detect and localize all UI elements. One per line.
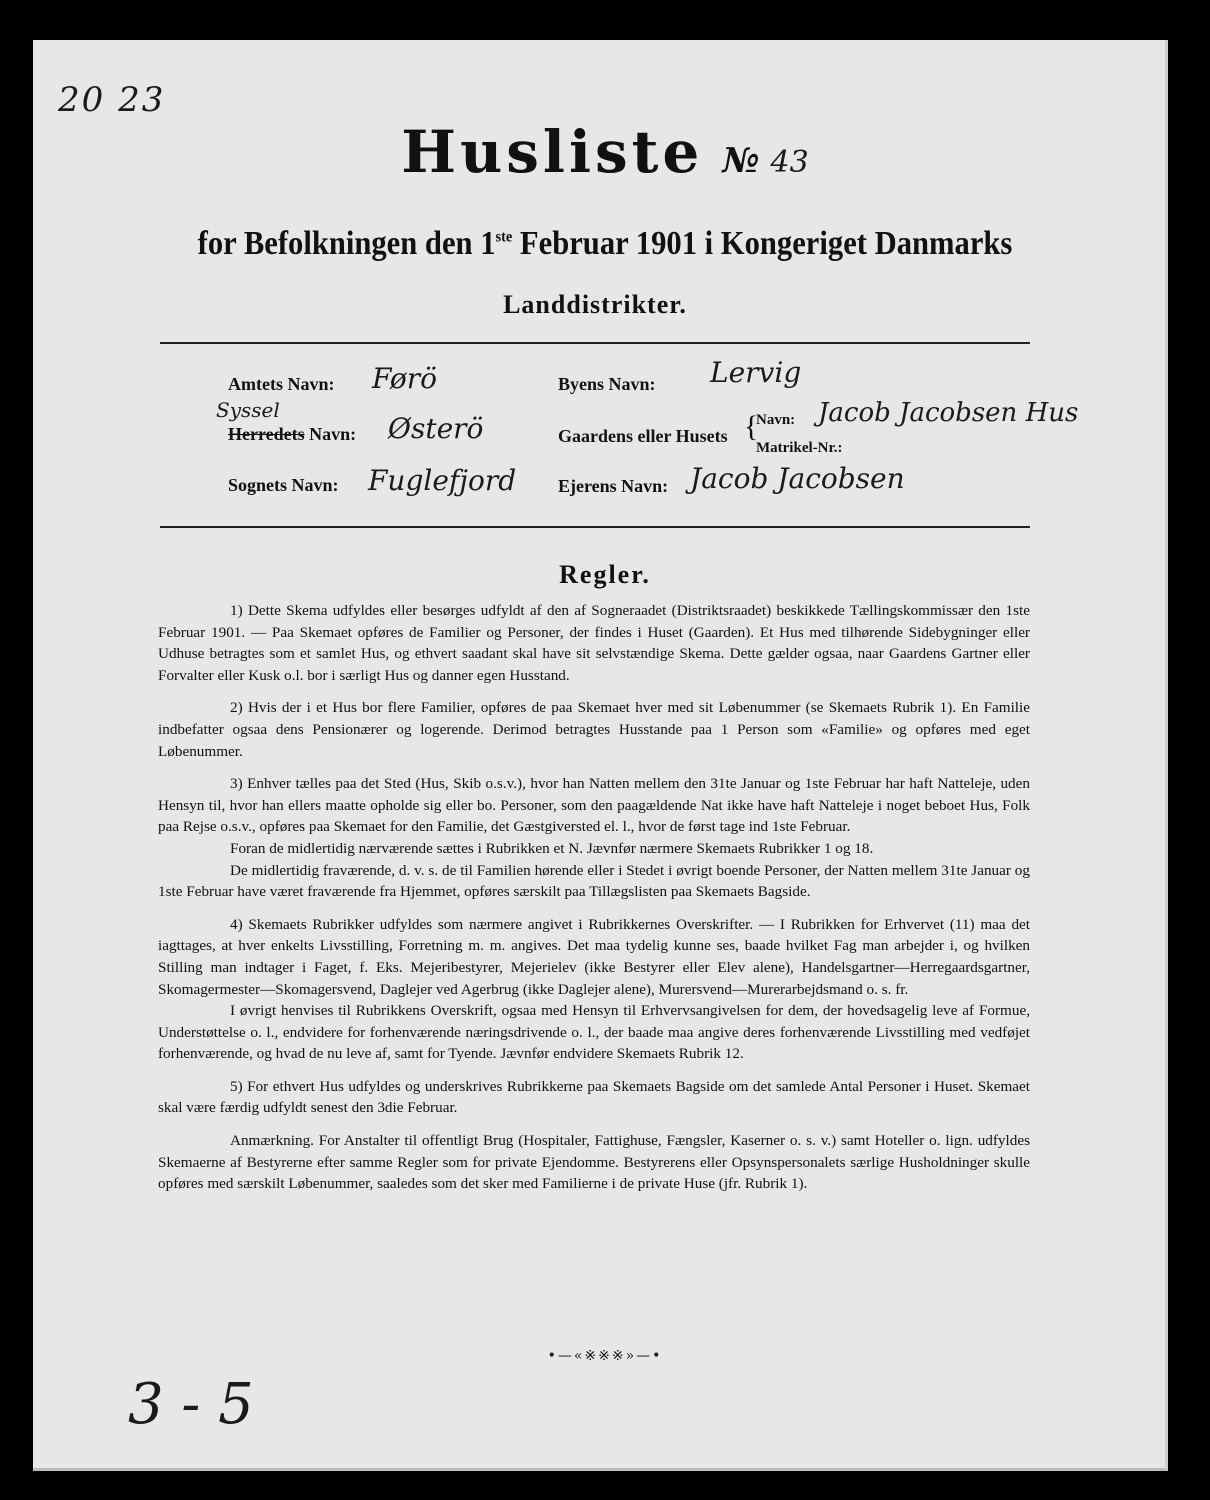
rule-3: 3) Enhver tælles paa det Sted (Hus, Skib o.s.v.), hvor han Natten mellem den 31te Januar og 1ste Februar har haft Natteleje, uden Hensyn til, hvor han ellers maatte opholde sig eller bo. Personer, som den paagældende Nat ikke have haft Natteleje i noget beboet Hus, Folk paa Rejse o.s.v., opføres paa Skemaet for den Familie, det Gæstgiversted el. l., hvor de først tage ind 1ste Februar.: [158, 775, 1030, 836]
form-subtitle-2: Landdistrikter.: [503, 290, 687, 319]
title-row: [0, 118, 1210, 186]
syssel-handwriting: Syssel: [216, 398, 280, 422]
remark: Anmærkning. For Anstalter til offentligt Brug (Hospitaler, Fattighuse, Fængsler, Kaserner o. s. v.) samt Hoteller o. lign. udfyldes Skemaerne af Bestyrerne efter samme Regler som for private Ejendomme. Bestyrerens eller Opsynspersonalets særlige Husholdninger skulle opføres med særskilt Løbenummer, saaledes som det sker med Familierne i de private Huse (jfr. Rubrik 1).: [158, 1132, 1030, 1193]
navn-value: Jacob Jacobsen Hus: [818, 398, 1079, 428]
rule-5: 5) For ethvert Hus udfyldes og underskrives Rubrikkerne paa Skemaets Bagside om det samlede Antal Personer i Huset. Skemaet skal være færdig udfyldt senest den 3die Februar.: [158, 1077, 1030, 1117]
rule-2: 2) Hvis der i et Hus bor flere Familier, opføres de paa Skemaet hver med sit Løbenummer (se Skemaets Rubrik 1). En Familie indbefatter ogsaa dens Pensionærer og logerende. Derimod betragtes Husstande paa 1 Person som «Familie» og opføres med eget Løbenummer.: [158, 699, 1030, 760]
sogn-value: Fuglefjord: [368, 464, 517, 497]
gaard-label: Gaardens eller Husets: [558, 426, 728, 446]
herred-label-text: Navn:: [304, 424, 357, 444]
rule-4: 4) Skemaets Rubrikker udfyldes som nærmere angivet i Rubrikkernes Overskrifter. — I Rubrikken for Erhvervet (11) maa det iagttages, at hver enkelts Livsstilling, Forretning m. m. angives. Det maa tydelig kunne ses, baade hvilket Fag man arbejder i, og hvilken Stilling man indtager i Faget, f. Eks. Mejeribestyrer, Mejerielev (ikke Bestyrer eller Elev alene), Handelsgartner—Herregaardsgartner, Skomagermester—Skomagersvend, Daglejer ved Agerbrug (ikke Daglejer alene), Murersvend—Murerarbejdsmand o. s. fr.: [158, 915, 1030, 998]
by-value: Lervig: [710, 356, 802, 389]
rules-heading: Regler.: [559, 560, 651, 589]
subtitle-superscript: ste: [495, 228, 513, 246]
ejer-label: Ejerens Navn:: [558, 476, 669, 496]
ornament: •—«※※※»—•: [547, 1348, 663, 1364]
number-sign: №: [722, 141, 760, 181]
by-label: Byens Navn:: [558, 374, 656, 394]
rule-4-note: I øvrigt henvises til Rubrikkens Overskrift, ogsaa med Hensyn til Erhvervsangivelsen for dem, der hovedsagelig leve af Formue, Understøttelse o. l., endvidere for forhenværende næringsdrivende o. l., der baade maa angive deres forhenværende Livsstilling med vedføjet forhenværende, og hvad de nu leve af, samt for Tyende. Jævnfør endvidere Skemaets Rubrik 12.: [158, 1002, 1030, 1063]
matrikel-label: Matrikel-Nr.:: [756, 440, 843, 456]
rule-3-note-b: De midlertidig fraværende, d. v. s. de til Familien hørende eller i Stedet i øvrigt boende Personer, der Natten mellem 31te Januar og 1ste Februar have været fraværende fra Hjemmet, opføres særskilt paa Tillægslisten paa Skemaets Bagside.: [158, 861, 1030, 901]
rules-text: [158, 600, 1030, 1206]
brace: {: [744, 410, 759, 443]
navn-label: Navn:: [756, 412, 796, 428]
form-subtitle: [61, 225, 1150, 263]
list-number: 43: [770, 145, 809, 180]
bottom-handwriting: 3 - 5: [128, 1372, 254, 1437]
amt-label: Amtets Navn:: [228, 374, 335, 394]
herred-label: [228, 424, 356, 445]
form-title: Husliste: [401, 118, 704, 186]
bottom-divider: [160, 526, 1030, 528]
subtitle-part-b: Februar 1901 i Kongeriget Danmarks: [512, 225, 1013, 262]
herred-struck-word: Herredets: [228, 424, 305, 444]
herred-value: Østerö: [388, 412, 484, 445]
amt-value: Førö: [372, 362, 437, 395]
sogn-label: Sognets Navn:: [228, 475, 339, 495]
top-divider: [160, 342, 1030, 344]
rule-1: 1) Dette Skema udfyldes eller besørges udfyldt af den af Sogneraadet (Distriktsraadet) beskikkede Tællingskommissær den 1ste Februar 1901. — Paa Skemaet opføres de Familier og Personer, der findes i Huset (Gaarden). Et Hus med tilhørende Sidebygninger eller Udhuse betragtes som et samlet Hus, og ethvert saadant skal have sit selvstændige Skema. Dette gælder ogsaa, naar Gaardens Gartner eller Forvalter eller Kusk o.l. bor i særligt Hus og danner egen Husstand.: [158, 602, 1030, 684]
ejer-value: Jacob Jacobsen: [690, 462, 905, 495]
rule-3-note-a: Foran de midlertidig nærværende sættes i Rubrikken et N. Jævnfør nærmere Skemaets Rubrikker 1 og 18.: [230, 839, 874, 857]
subtitle-part-a: for Befolkningen den 1: [197, 225, 496, 262]
corner-numbers: 20 23: [58, 80, 166, 120]
